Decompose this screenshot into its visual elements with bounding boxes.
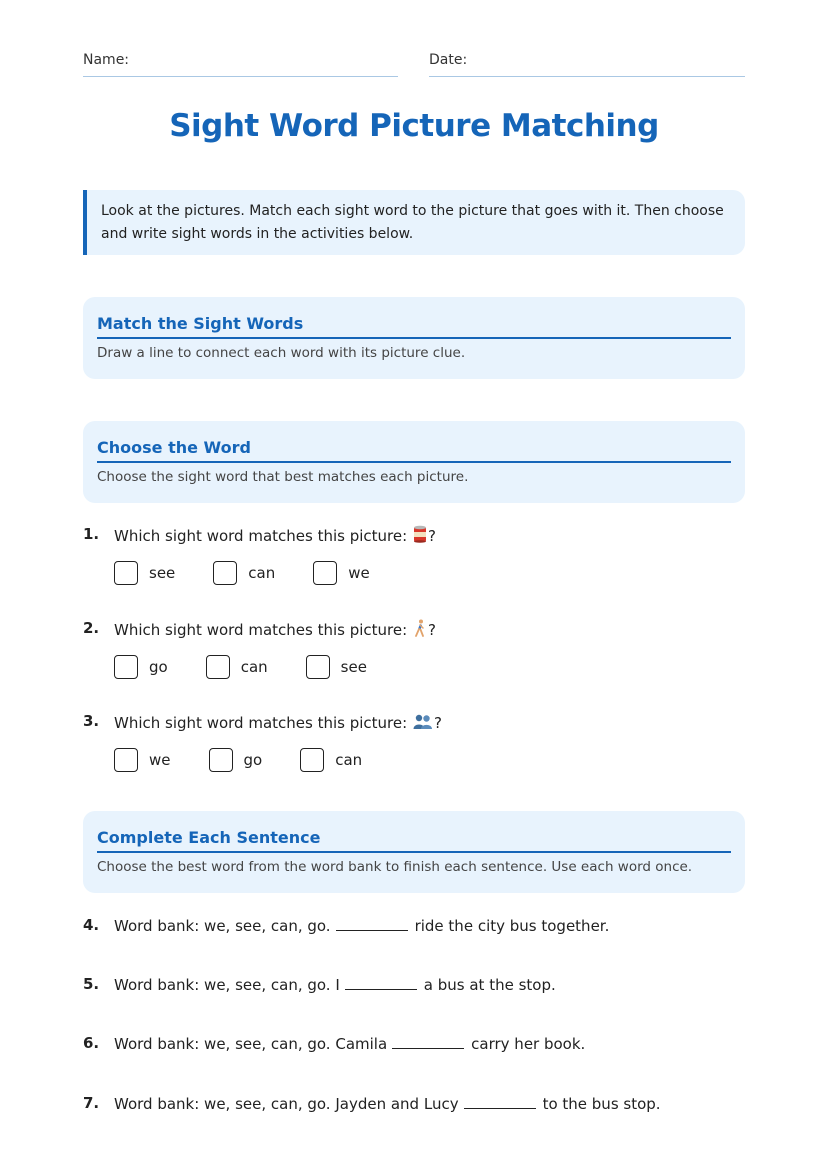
two-people-icon (413, 712, 433, 730)
header-row (83, 52, 745, 78)
section-title: Match the Sight Words (97, 311, 731, 339)
question-text: Which sight word matches this picture: ? (114, 621, 436, 639)
instructions-box: Look at the pictures. Match each sight word to the picture that goes with it. Then choose and write sight words in the activities below. (83, 190, 745, 255)
answer-options (114, 561, 408, 585)
date-label: Date: (429, 52, 468, 68)
can-icon (413, 525, 427, 543)
option-go[interactable]: go (114, 655, 168, 679)
section-match (83, 297, 745, 379)
option-we[interactable]: we (114, 748, 171, 772)
option-can[interactable]: can (300, 748, 362, 772)
option-can[interactable]: can (206, 655, 268, 679)
question-number: 4. (83, 916, 100, 934)
checkbox[interactable] (114, 561, 138, 585)
section-complete (83, 811, 745, 893)
section-title: Complete Each Sentence (97, 825, 731, 853)
checkbox[interactable] (114, 748, 138, 772)
question-number: 2. (83, 619, 100, 637)
question-text: Which sight word matches this picture: ? (114, 527, 436, 545)
question-text: Which sight word matches this picture: ? (114, 714, 442, 732)
question-number: 1. (83, 525, 100, 543)
question-number: 3. (83, 712, 100, 730)
answer-blank[interactable] (392, 1034, 464, 1049)
section-subtitle: Draw a line to connect each word with its picture clue. (97, 345, 466, 361)
checkbox[interactable] (114, 655, 138, 679)
page-title: Sight Word Picture Matching (169, 108, 659, 144)
sentence-text: Word bank: we, see, can, go. ride the city bus together. (114, 917, 610, 935)
question-number: 7. (83, 1094, 100, 1112)
walking-person-icon (413, 619, 427, 637)
sentence-text: Word bank: we, see, can, go. I a bus at the stop. (114, 976, 556, 994)
name-label: Name: (83, 52, 130, 68)
option-we[interactable]: we (313, 561, 370, 585)
question-number: 6. (83, 1034, 100, 1052)
checkbox[interactable] (206, 655, 230, 679)
option-see[interactable]: see (114, 561, 175, 585)
date-field[interactable] (429, 52, 745, 77)
section-title: Choose the Word (97, 435, 731, 463)
checkbox[interactable] (313, 561, 337, 585)
name-field[interactable] (83, 52, 398, 77)
section-choose (83, 421, 745, 503)
option-can[interactable]: can (213, 561, 275, 585)
option-go[interactable]: go (209, 748, 263, 772)
answer-options (114, 748, 400, 772)
answer-blank[interactable] (345, 975, 417, 990)
option-see[interactable]: see (306, 655, 367, 679)
sentence-text: Word bank: we, see, can, go. Jayden and Lucy to the bus stop. (114, 1095, 661, 1113)
answer-blank[interactable] (464, 1094, 536, 1109)
section-subtitle: Choose the best word from the word bank to finish each sentence. Use each word once. (97, 859, 693, 875)
checkbox[interactable] (209, 748, 233, 772)
section-subtitle: Choose the sight word that best matches each picture. (97, 469, 469, 485)
checkbox[interactable] (213, 561, 237, 585)
checkbox[interactable] (300, 748, 324, 772)
checkbox[interactable] (306, 655, 330, 679)
answer-blank[interactable] (336, 916, 408, 931)
answer-options (114, 655, 405, 679)
question-number: 5. (83, 975, 100, 993)
sentence-text: Word bank: we, see, can, go. Camila carry her book. (114, 1035, 586, 1053)
